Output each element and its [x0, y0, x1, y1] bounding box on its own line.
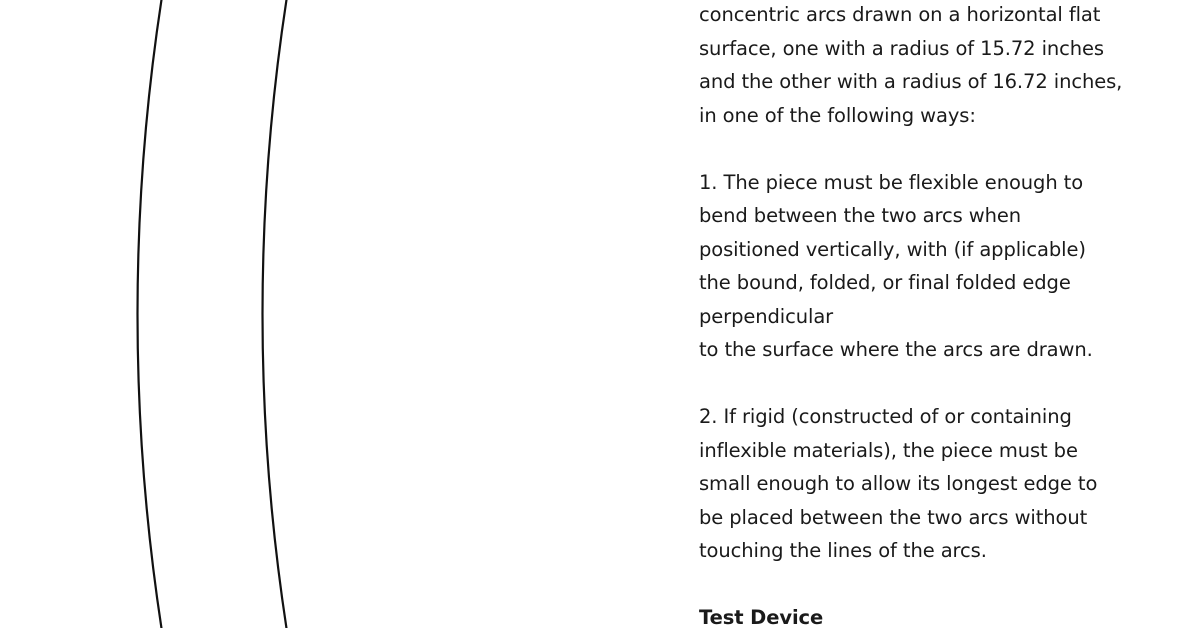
intro-line: and the other with a radius of 16.72 inches,	[699, 70, 1123, 93]
option-1-line: bend between the two arcs when	[699, 204, 1022, 227]
option-1-paragraph	[699, 166, 1179, 367]
text-column	[699, 0, 1179, 628]
option-2-paragraph	[699, 400, 1179, 568]
option-2-line: be placed between the two arcs without	[699, 505, 1088, 529]
intro-line: in one of the following ways:	[699, 103, 976, 127]
inner-arc	[138, 0, 164, 628]
intro-line: concentric arcs drawn on a horizontal flat	[699, 3, 1101, 26]
outer-arc	[263, 0, 289, 628]
paragraph-spacer	[699, 132, 1179, 166]
option-2-line: inflexible materials), the piece must be	[699, 438, 1078, 462]
option-1-line: positioned vertically, with (if applicable)	[699, 237, 1086, 261]
intro-paragraph	[699, 0, 1179, 132]
option-1-line: perpendicular	[699, 304, 834, 328]
section-heading: Test Device	[699, 606, 824, 628]
option-1-line: 1. The piece must be flexible enough to	[699, 170, 1084, 194]
option-2-line: touching the lines of the arcs.	[699, 539, 987, 562]
option-2-line: small enough to allow its longest edge to	[699, 472, 1098, 495]
option-1-line: to the surface where the arcs are drawn.	[699, 338, 1093, 361]
option-2-line: 2. If rigid (constructed of or containing	[699, 405, 1072, 428]
paragraph-spacer	[699, 367, 1179, 401]
option-1-line: the bound, folded, or final folded edge	[699, 271, 1071, 294]
paragraph-spacer	[699, 568, 1179, 602]
intro-line: surface, one with a radius of 15.72 inches	[699, 36, 1104, 60]
